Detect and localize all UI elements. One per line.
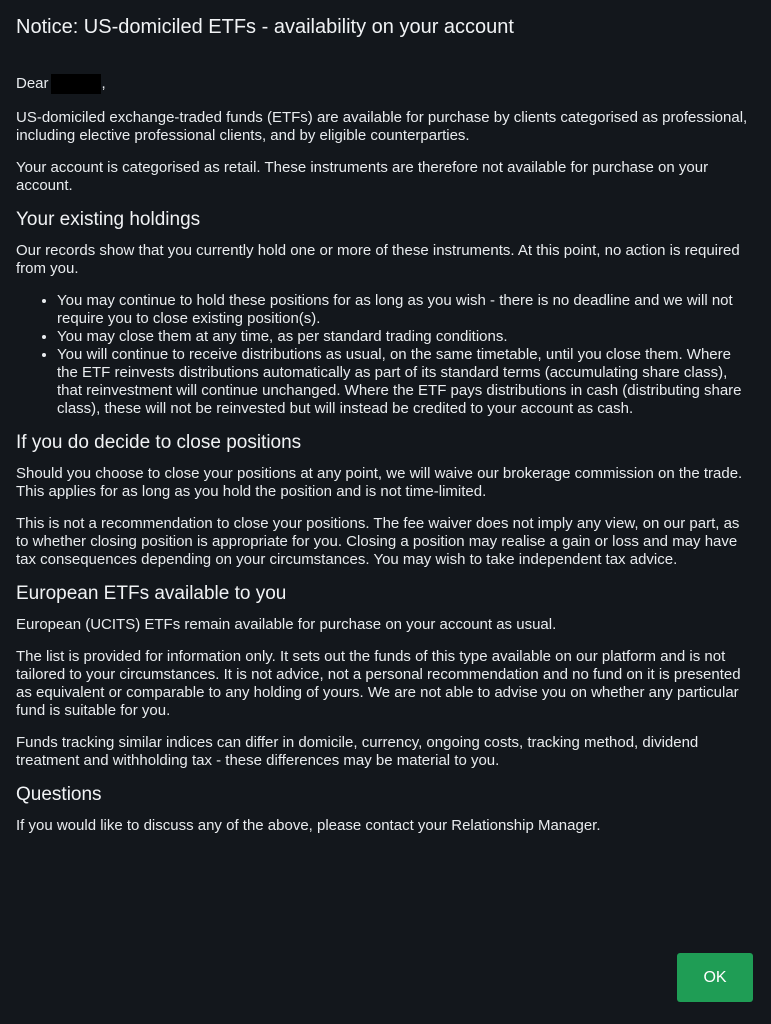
holdings-list [16,292,755,418]
greeting-prefix: Dear [16,75,49,92]
greeting-suffix: , [101,75,106,92]
ok-button[interactable]: OK [677,953,753,1002]
dialog-title: Notice: US-domiciled ETFs - availability on your account [16,16,514,38]
intro-paragraph-2: Your account is categorised as retail. These instruments are therefore not available for purchase on your account. [16,159,709,194]
holdings-heading: Your existing holdings [16,209,201,230]
list-item: • You will continue to receive distributions as usual, on the same timetable, until you close them. Where the ETF reinvests distributions automatically as part of its standard terms (accumulating share class), that reinvestment will continue unchanged. Where the ETF pays distributions in cash (distributing share class), these will not be reinvested but will instead be credited to your account as cash. [57,346,755,418]
close-paragraph-1: Should you choose to close your positions at any point, we will waive our brokerage commission on the trade. This applies for as long as you hold the position and is not time-limited. [16,465,743,500]
close-paragraph-2: This is not a recommendation to close your positions. The fee waiver does not imply any view, on our part, as to whether closing position is appropriate for you. Closing a position may realise a gain or loss and may have tax consequences depending on your circumstances. You may wish to take independent tax advice. [16,515,740,568]
questions-heading: Questions [16,784,102,805]
dialog-footer [677,953,753,1002]
holdings-paragraph: Our records show that you currently hold one or more of these instruments. At this point, no action is required from you. [16,242,740,277]
european-paragraph-1: European (UCITS) ETFs remain available for purchase on your account as usual. [16,616,557,633]
list-item: • You may continue to hold these positions for as long as you wish - there is no deadline and we will not require you to close existing position(s). [57,292,755,328]
redacted-name [51,74,101,94]
greeting [16,74,755,94]
european-paragraph-3: Funds tracking similar indices can differ in domicile, currency, ongoing costs, tracking method, dividend treatment and withholding tax - these differences may be material to you. [16,734,699,769]
close-positions-heading: If you do decide to close positions [16,432,302,453]
european-paragraph-2: The list is provided for information only. It sets out the funds of this type available on our platform and is not tailored to your circumstances. It is not advice, not a personal recommendation and no fund on it is presented as equivalent or comparable to any holding of yours. We are not able to advise you on whether any particular fund is suitable for you. [16,648,741,719]
european-etfs-heading: European ETFs available to you [16,583,287,604]
list-item: • You may close them at any time, as per standard trading conditions. [57,328,755,346]
questions-paragraph: If you would like to discuss any of the above, please contact your Relationship Manager. [16,817,601,834]
intro-paragraph-1: US-domiciled exchange-traded funds (ETFs) are available for purchase by clients categorised as professional, including elective professional clients, and by eligible counterparties. [16,109,748,144]
